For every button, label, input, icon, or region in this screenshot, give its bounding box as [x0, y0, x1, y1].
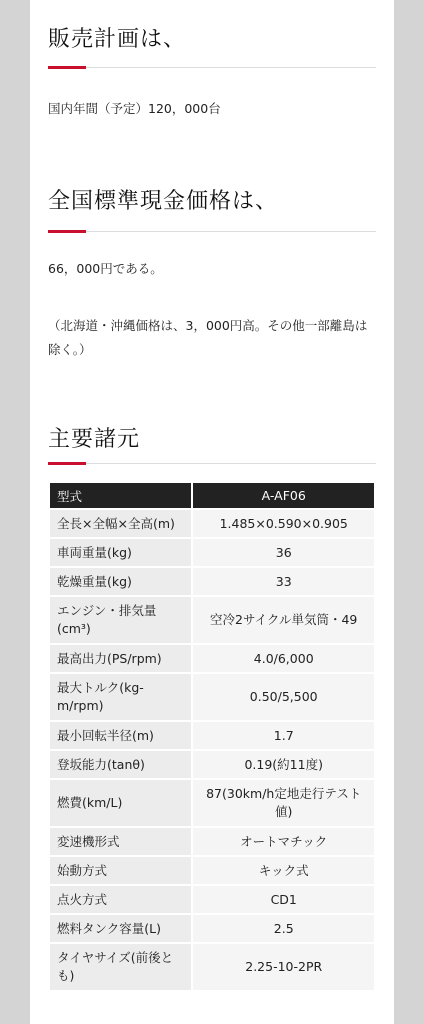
spec-label: 燃費(km/L) [49, 779, 192, 827]
spec-value: 1.485×0.590×0.905 [192, 509, 375, 538]
spec-value: オートマチック [192, 827, 375, 856]
spec-header-label: 型式 [49, 482, 192, 509]
price-note: （北海道・沖縄価格は、3，000円高。その他一部離島は除く。） [48, 318, 368, 357]
price-rule [48, 231, 376, 232]
heading-accent-bar [48, 462, 86, 465]
spec-table-header-row [49, 482, 375, 509]
right-margin [394, 0, 424, 1024]
table-row [49, 673, 375, 721]
left-margin [0, 0, 30, 1024]
table-row [49, 596, 375, 644]
table-row [49, 750, 375, 779]
spec-value: 1.7 [192, 721, 375, 750]
article-content [30, 0, 394, 1024]
spec-label: 最大トルク(kg-m/rpm) [49, 673, 192, 721]
spec-label: タイヤサイズ(前後とも) [49, 943, 192, 991]
spec-label: 登坂能力(tanθ) [49, 750, 192, 779]
table-row [49, 538, 375, 567]
table-row [49, 914, 375, 943]
spec-value: CD1 [192, 885, 375, 914]
spec-value: 87(30km/h定地走行テスト値) [192, 779, 375, 827]
spec-value: キック式 [192, 856, 375, 885]
spec-header-value: A-AF06 [192, 482, 375, 509]
table-row [49, 885, 375, 914]
price-heading: 全国標準現金価格は、 [48, 189, 279, 214]
spec-label: 最高出力(PS/rpm) [49, 644, 192, 673]
spec-table [48, 481, 376, 992]
table-row [49, 567, 375, 596]
sales-plan-rule [48, 67, 376, 68]
sales-plan-heading: 販売計画は、 [48, 27, 187, 52]
table-row [49, 721, 375, 750]
specs-heading: 主要諸元 [48, 427, 141, 452]
spec-value: 33 [192, 567, 375, 596]
table-row [49, 779, 375, 827]
table-row [49, 644, 375, 673]
spec-value: 2.5 [192, 914, 375, 943]
spec-value: 4.0/6,000 [192, 644, 375, 673]
spec-value: 0.50/5,500 [192, 673, 375, 721]
spec-label: 変速機形式 [49, 827, 192, 856]
sales-plan-text: 国内年間（予定）120，000台 [48, 101, 221, 116]
spec-value: 空冷2サイクル単気筒・49 [192, 596, 375, 644]
price-text: 66，000円である。 [48, 261, 163, 276]
spec-label: 燃料タンク容量(L) [49, 914, 192, 943]
spec-label: 最小回転半径(m) [49, 721, 192, 750]
spec-value: 2.25-10-2PR [192, 943, 375, 991]
spec-label: 車両重量(kg) [49, 538, 192, 567]
heading-accent-bar [48, 230, 86, 233]
table-row [49, 943, 375, 991]
spec-label: 点火方式 [49, 885, 192, 914]
spec-label: 全長×全幅×全高(m) [49, 509, 192, 538]
table-row [49, 827, 375, 856]
spec-label: エンジン・排気量(cm³) [49, 596, 192, 644]
table-row [49, 856, 375, 885]
spec-value: 36 [192, 538, 375, 567]
spec-label: 乾燥重量(kg) [49, 567, 192, 596]
spec-label: 始動方式 [49, 856, 192, 885]
heading-accent-bar [48, 66, 86, 69]
spec-value: 0.19(約11度) [192, 750, 375, 779]
specs-rule [48, 463, 376, 464]
table-row [49, 509, 375, 538]
